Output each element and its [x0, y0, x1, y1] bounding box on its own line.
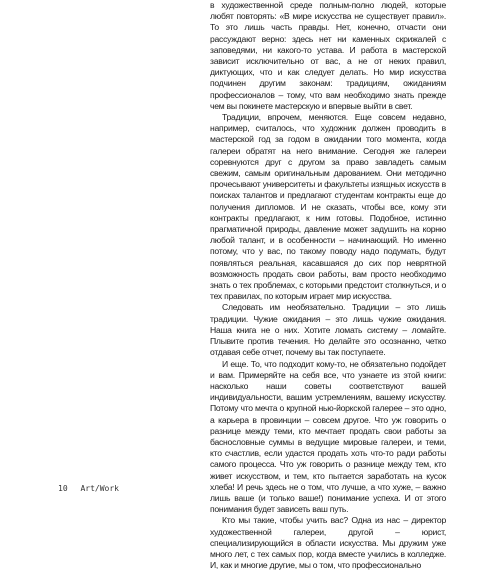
body-paragraph-1: в художественной среде полным-полно людей, которые любят повторять: «В мире искусства не существует правил». То это лишь часть правды. Нет, конечно, отчасти они рассуждают верно: здесь нет ни каменных скрижалей с заповедями, ни какого-то устава. И работа в мастерской зависит исключительно от вас, а не от неких правил, диктующих, что и как следует делать. Но мир искусства подчинен другим законам: традициям, ожиданиям профессионалов – тому, что вам необходимо знать прежде чем вы покинете мастерскую и впервые выйти в свет. [210, 0, 446, 111]
body-text-column [210, 0, 446, 571]
page-footer [58, 484, 119, 493]
body-paragraph-4: И еще. То, что подходит кому-то, не обязательно подойдет и вам. Примеряйте на себя все, что узнаете из этой книги: насколько наши советы соответствуют вашей индивидуальности, вашим устремлениям, вашему искусству. Потому что мечта о крупной нью-йоркской галерее – это одно, а карьера в провинции – совсем другое. Что уж говорить о разнице между теми, кто мечтает продать свои работы за баснословные суммы в ведущие мировые галереи, и теми, кто счастлив, если удастся продать хоть что-то ради работы самого процесса. Что уж говорить о разнице между тем, кто живет искусством, и тем, кто пытается заработать на кусок хлеба! И речь здесь не о том, что лучше, а что хуже, – важно лишь ваше (и только ваше!) понимание успеха. И от этого понимания будет зависеть ваш путь. [210, 358, 446, 515]
body-paragraph-5: Кто мы такие, чтобы учить вас? Одна из нас – директор художественной галереи, другой – юрист, специализирующийся в области искусства. Мы дружим уже много лет, с тех самых пор, когда вместе учились в колледже. И, как и многие другие, мы о том, что профессионально [210, 515, 446, 571]
page-number: 10 [58, 484, 68, 493]
body-paragraph-3: Следовать им необязательно. Традиции – это лишь традиции. Чужие ожидания – это лишь чужие ожидания. Наша книга не о них. Хотите ломать систему – ломайте. Плывите против течения. Но делайте это осознанно, четко отдавая себе отчет, почему вы так поступаете. [210, 302, 446, 358]
running-title: Art/Work [80, 484, 119, 493]
body-paragraph-2: Традиции, впрочем, меняются. Еще совсем недавно, например, считалось, что художник должен проводить в мастерской год за годом в ожидании того момента, когда галереи обратят на него внимание. Сегодня же галереи соревнуются друг с другом за право завладеть самым свежим, самым оригинальным дарованием. Они методично прочесывают университеты и факультеты изящных искусств в поисках талантов и предлагают студентам контракты еще до получения дипломов. И не сказать, чтобы все, кому эти контракты предлагают, к ним готовы. Подобное, истинно прагматичной природы, давление может задушить на корню любой талант, и в особенности – начинающий. Но именно потому, что у вас, по такому поводу надо подумать, будут появляться реальная, касавшаяся до сих пор неврятной возможность продать свои работы, вам просто необходимо знать о тех проблемах, с которыми предстоит столкнуться, и о тех правилах, по которым играет мир искусства. [210, 112, 446, 302]
